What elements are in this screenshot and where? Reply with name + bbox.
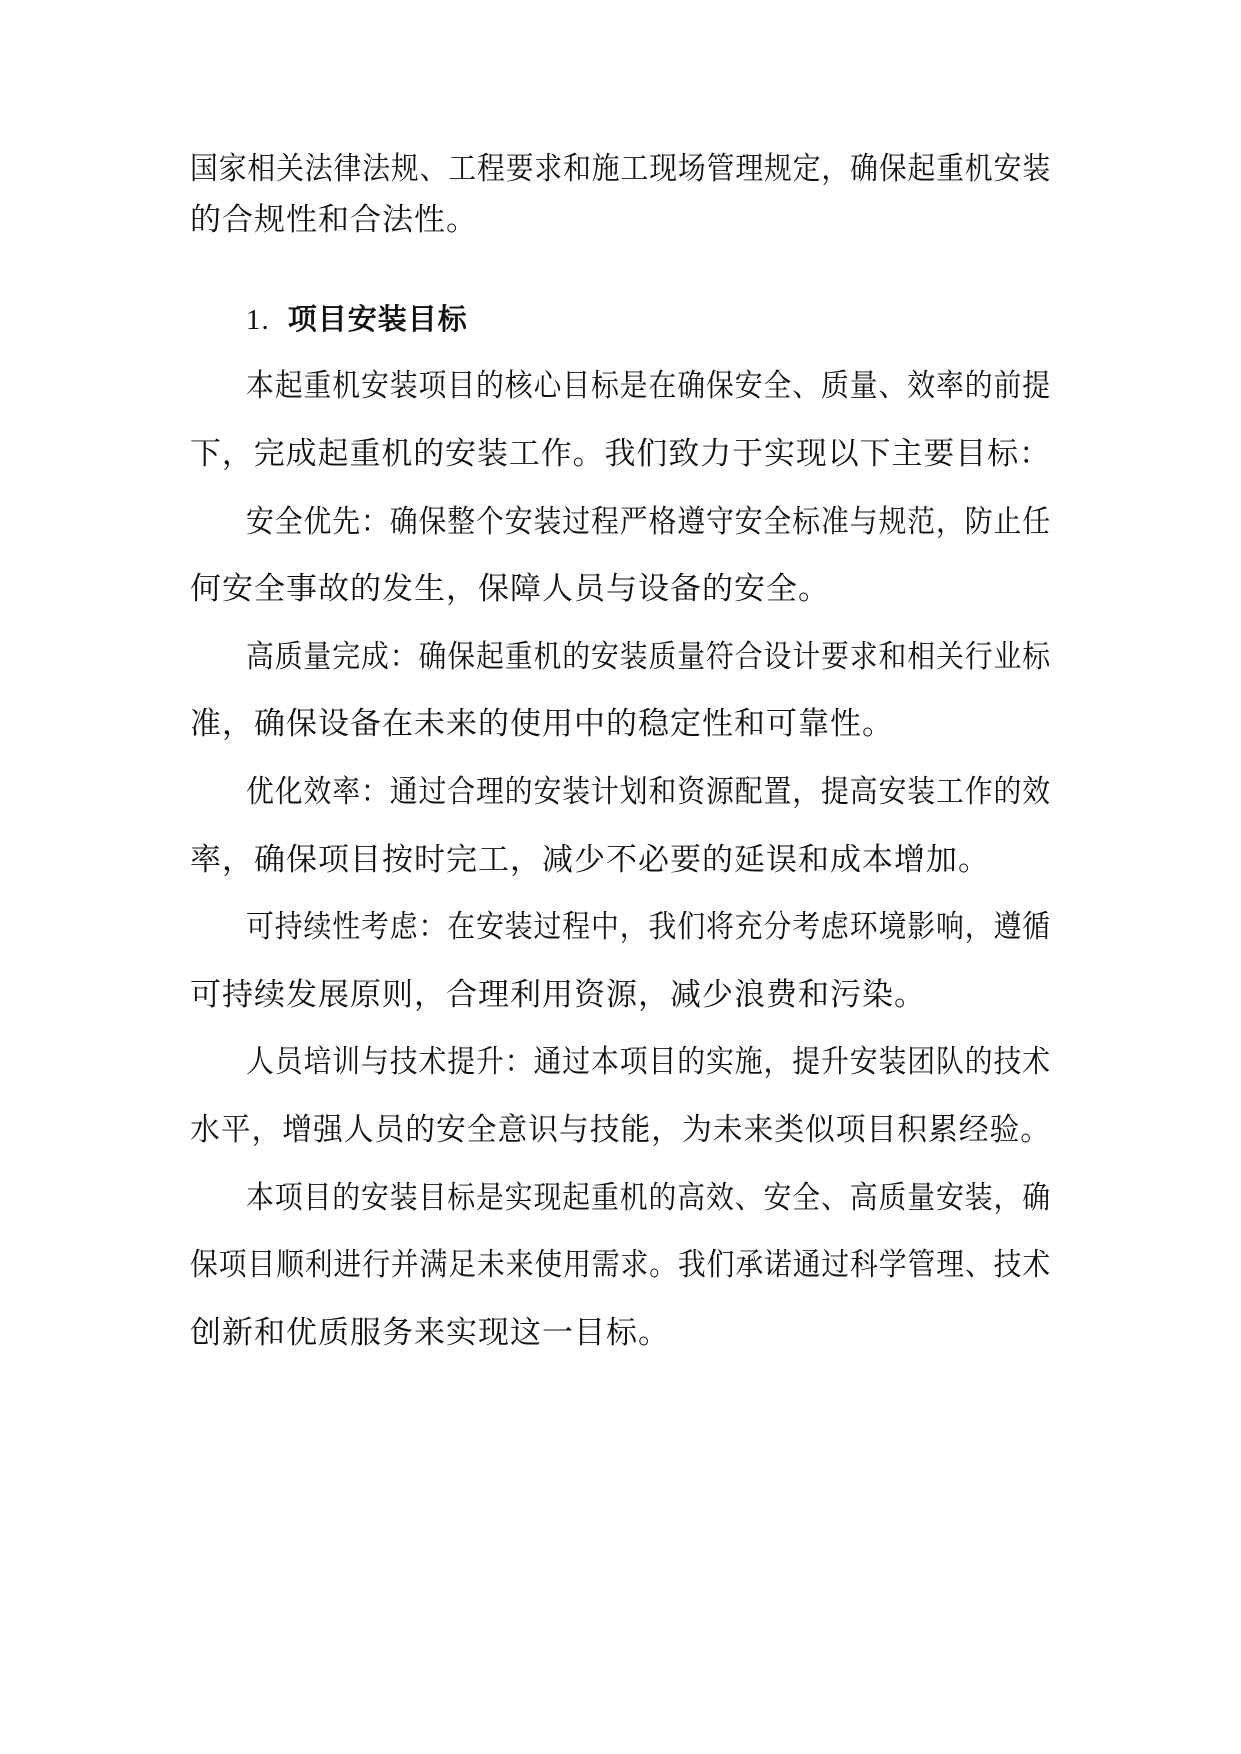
paragraph-line: 可持续性考虑：在安装过程中，我们将充分考虑环境影响，遵循 xyxy=(246,909,1051,945)
paragraph-line: 高质量完成：确保起重机的安装质量符合设计要求和相关行业标 xyxy=(246,639,1051,675)
paragraph-line: 水平，增强人员的安全意识与技能，为未来类似项目积累经验。 xyxy=(190,1112,1051,1148)
paragraph-line: 安全优先：确保整个安装过程严格遵守安全标准与规范，防止任 xyxy=(246,504,1051,540)
paragraph-line: 保项目顺利进行并满足未来使用需求。我们承诺通过科学管理、技术 xyxy=(190,1247,1052,1283)
paragraph-line: 下，完成起重机的安装工作。我们致力于实现以下主要目标： xyxy=(190,436,1051,472)
paragraph-line: 本起重机安装项目的核心目标是在确保安全、质量、效率的前提 xyxy=(246,368,1051,404)
section-title: 项目安装目标 xyxy=(287,302,468,336)
paragraph-line: 可持续发展原则，合理利用资源，减少浪费和污染。 xyxy=(190,977,926,1013)
section-number: 1. xyxy=(246,304,270,336)
section-heading xyxy=(246,299,468,340)
paragraph-line: 本项目的安装目标是实现起重机的高效、安全、高质量安装，确 xyxy=(246,1180,1051,1216)
paragraph-line: 优化效率：通过合理的安装计划和资源配置，提高安装工作的效 xyxy=(246,774,1051,810)
intro-line: 国家相关法律法规、工程要求和施工现场管理规定，确保起重机安装 xyxy=(190,151,1052,187)
paragraph-line: 人员培训与技术提升：通过本项目的实施，提升安装团队的技术 xyxy=(246,1044,1051,1080)
paragraph-line: 率，确保项目按时完工，减少不必要的延误和成本增加。 xyxy=(190,842,990,878)
paragraph-line: 准，确保设备在未来的使用中的稳定性和可靠性。 xyxy=(190,706,894,742)
paragraph-line: 何安全事故的发生，保障人员与设备的安全。 xyxy=(190,571,830,607)
paragraph-line: 创新和优质服务来实现这一目标。 xyxy=(190,1315,670,1351)
intro-line: 的合规性和合法性。 xyxy=(190,202,478,238)
